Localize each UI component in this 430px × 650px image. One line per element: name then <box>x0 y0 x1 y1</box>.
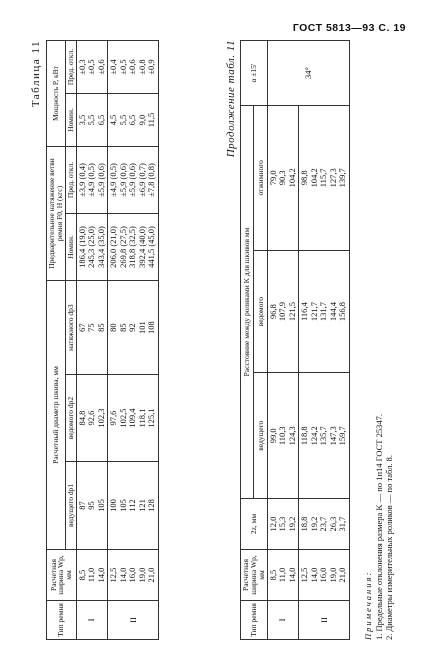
page-header: ГОСТ 5813—93 С. 19 <box>292 22 406 34</box>
col-type: Тип ремня <box>241 601 268 640</box>
cell-width: 12,5 14,0 16,0 19,0 21,0 <box>299 550 350 601</box>
cell-type: I <box>267 601 299 640</box>
note-item: 1. Предельные отклонения размера K — по 1п14 ГОСТ 25347. <box>373 414 384 640</box>
cell-type: II <box>108 601 159 640</box>
cell-tension: 98,8 104,2 115,7 127,3 139,7 <box>299 106 350 251</box>
table-row <box>108 41 159 640</box>
cell-p-nom: 3,5 5,5 6,5 <box>76 94 108 147</box>
cell-driven: 84,8 92,6 102,3 <box>76 375 108 462</box>
notes <box>363 40 395 640</box>
col-diameter-group: Расчетный диаметр шкива, мм <box>47 281 66 550</box>
col-f-nom: Номин. <box>65 214 76 281</box>
cell-alpha: 34° <box>267 41 349 106</box>
cell-type: I <box>76 601 108 640</box>
cell-width: 8,5 11,0 14,0 <box>267 550 299 601</box>
cell-driven: 97,6 102,5 109,4 118,1 125,1 <box>108 375 159 462</box>
cell-driven: 96,8 107,9 121,5 <box>267 250 299 373</box>
col-tension: натяжного dp3 <box>65 281 76 375</box>
cell-tension: 67 75 85 <box>76 281 108 375</box>
cell-f-nom: 186,4 (19,0) 245,3 (25,0) 343,4 (35,0) <box>76 214 108 281</box>
table-continuation-title: Продолжение табл. 11 <box>225 40 237 158</box>
cell-p-nom: 4,5 5,5 6,5 9,0 11,5 <box>108 94 159 147</box>
cell-driving: 100 105 112 121 128 <box>108 461 159 549</box>
col-driving: ведущего <box>254 373 267 499</box>
col-alpha: α ±15′ <box>241 41 268 106</box>
cell-tension: 80 85 92 101 108 <box>108 281 159 375</box>
cell-p-dev: ±0,4 ±0,5 ±0,6 ±0,8 ±0,9 <box>108 41 159 94</box>
cell-2z: 18,8 19,2 23,7 26,3 31,7 <box>299 499 350 550</box>
cell-width: 8,5 11,0 14,0 <box>76 550 108 601</box>
cell-f-dev: ±4,9 (0,5) ±5,9 (0,6) ±5,9 (0,6) ±6,9 (0,7) ±7,8 (0,8) <box>108 147 159 214</box>
notes-title: Примечания: <box>363 570 373 640</box>
table-title: Таблица 11 <box>30 40 42 108</box>
cell-p-dev: ±0,3 ±0,5 ±0,6 <box>76 41 108 94</box>
cell-driven: 116,4 121,7 131,7 144,4 156,8 <box>299 250 350 373</box>
col-2z: 2z, мм <box>241 499 268 550</box>
cell-driving: 87 95 105 <box>76 461 108 549</box>
cell-f-nom: 206,0 (21,0) 269,8 (27,5) 318,8 (32,5) 392,4 (40,0) 441,5 (45,0) <box>108 214 159 281</box>
note-item: 2. Диаметры измерительных роликов — по табл. 8. <box>384 454 395 640</box>
cell-f-dev: ±3,9 (0,4) ±4,9 (0,5) ±5,9 (0,6) <box>76 147 108 214</box>
cell-driving: 99,0 110,3 124,3 <box>267 373 299 499</box>
table-row <box>267 41 299 640</box>
col-driven: ведомого dp2 <box>65 375 76 462</box>
col-pretension-group: Предварительное натяжение ветви ремня F0, Н (кгс) <box>47 147 66 281</box>
cell-type: II <box>299 601 350 640</box>
cell-width: 12,5 14,0 16,0 19,0 21,0 <box>108 550 159 601</box>
col-p-nom: Номин. <box>65 94 76 147</box>
col-driving: ведущего dp1 <box>65 461 76 549</box>
col-tension: отжимного <box>254 106 267 251</box>
table-row <box>76 41 108 640</box>
col-width: Расчетная ширина Wp, мм <box>241 550 268 601</box>
col-p-dev: Пред. откл. <box>65 41 76 94</box>
col-driven: ведомого <box>254 250 267 373</box>
belt-parameters-table <box>46 40 159 640</box>
cell-2z: 12,0 15,3 19,2 <box>267 499 299 550</box>
cell-driving: 118,8 124,2 135,7 147,3 159,7 <box>299 373 350 499</box>
cell-tension: 79,0 90,3 104,2 <box>267 106 299 251</box>
col-k-group: Расстояние между роликами K для шкивов мм <box>241 106 254 499</box>
table-row <box>299 41 350 640</box>
col-f-dev: Пред. откл. <box>65 147 76 214</box>
col-power-group: Мощность P, кВт <box>47 41 66 147</box>
roller-distance-table <box>240 40 350 640</box>
col-type: Тип ремня <box>47 601 77 640</box>
col-width: Расчетная ширина Wp, мм <box>47 550 77 601</box>
rotated-content <box>18 40 413 640</box>
